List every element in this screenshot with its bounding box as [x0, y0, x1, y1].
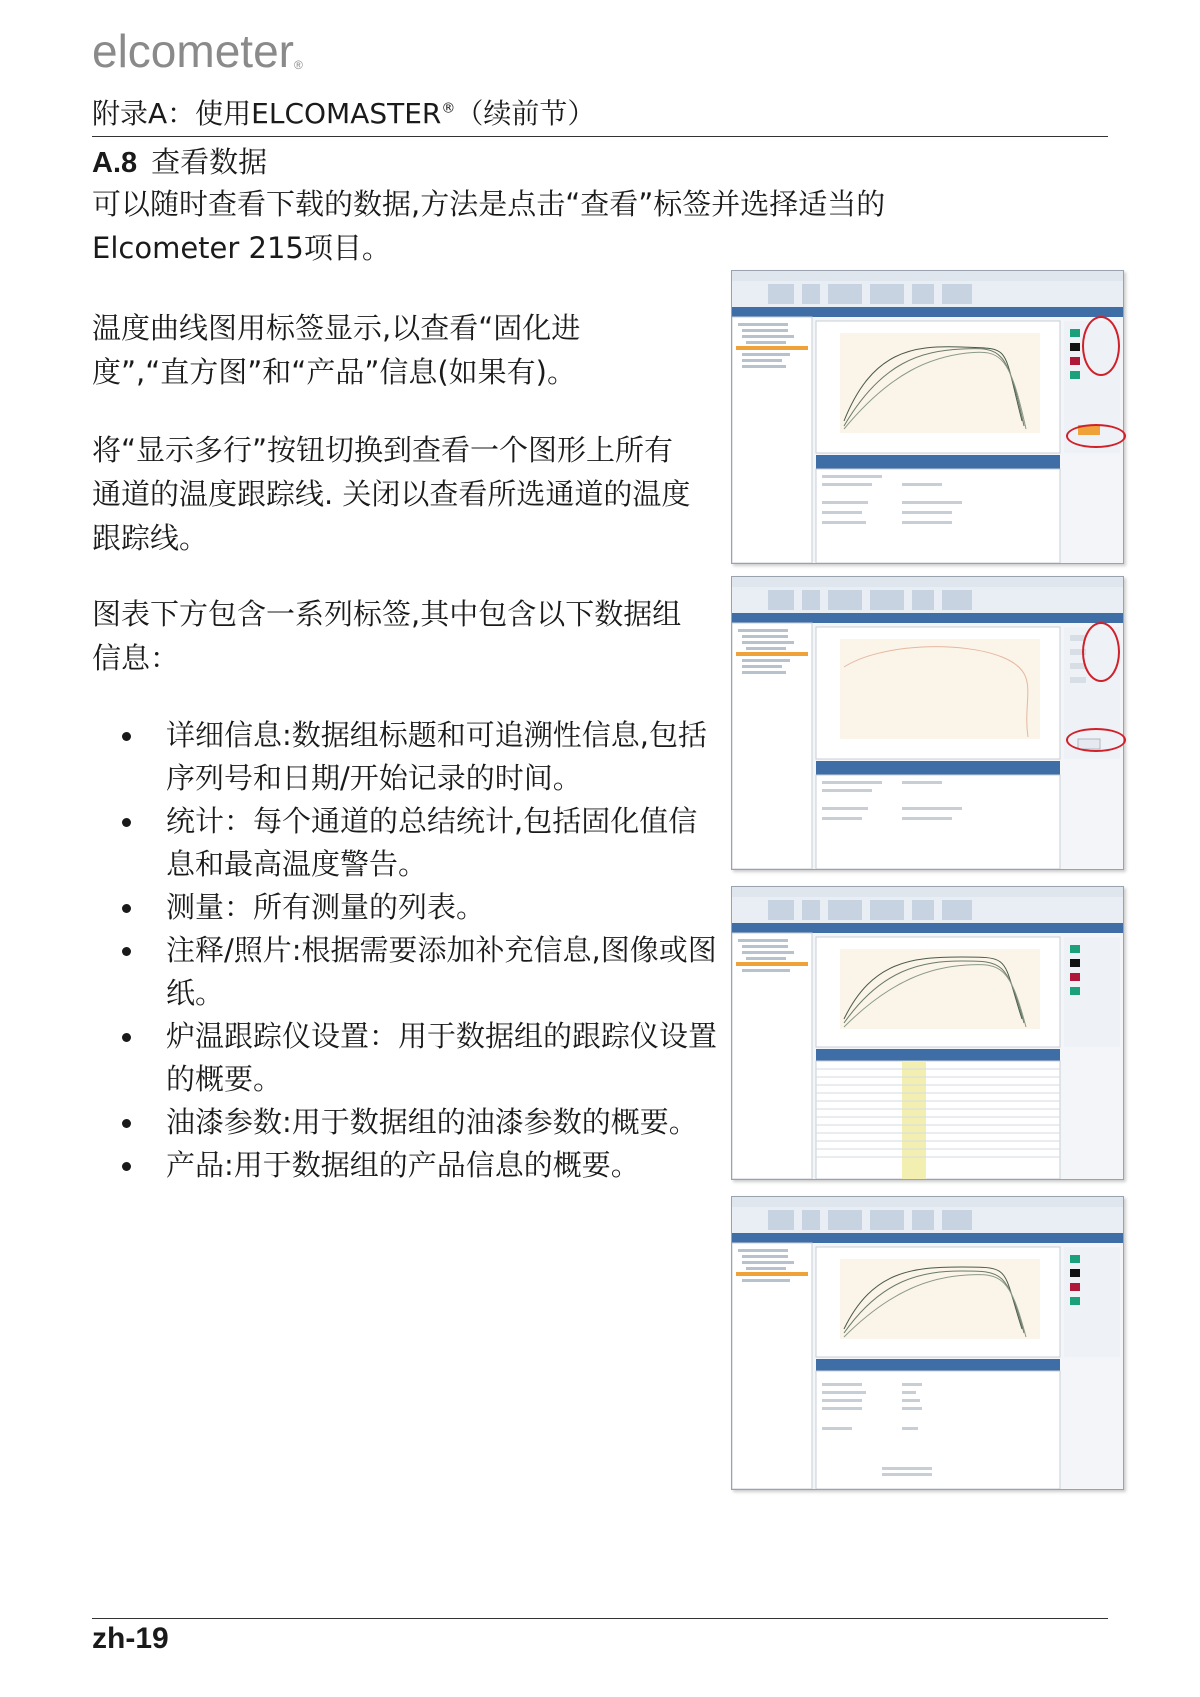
multi-line-legend-callout — [1082, 316, 1120, 376]
section-title: 查看数据 — [151, 145, 268, 179]
data-tabs-list — [118, 714, 718, 1187]
list-item: 详细信息:数据组标题和可追溯性信息,包括序列号和日期/开始记录的时间。 — [118, 714, 718, 800]
tabs-list-intro: 图表下方包含一系列标签,其中包含以下数据组信息： — [92, 597, 682, 675]
list-item: 产品:用于数据组的产品信息的概要。 — [118, 1144, 718, 1187]
screenshot-multi-line-off — [731, 576, 1124, 870]
multi-line-button-callout — [1066, 424, 1126, 448]
tabs-paragraph: 温度曲线图用标签显示,以查看“固化进度”,“直方图”和“产品”信息(如果有)。 — [92, 311, 581, 389]
elcometer-logo: elcometer® — [92, 25, 303, 77]
list-item: 统计：每个通道的总结统计,包括固化值信息和最高温度警告。 — [118, 800, 718, 886]
screenshot-multi-line-on — [731, 270, 1124, 564]
screenshot-gauge-setup-tab — [731, 1196, 1124, 1490]
page-header: 附录A：使用ELCOMASTER®（续前节） — [92, 92, 1108, 137]
list-item: 测量：所有测量的列表。 — [118, 886, 718, 929]
multi-line-paragraph: 将“显示多行”按钮切换到查看一个图形上所有通道的温度跟踪线. 关闭以查看所选通道的温度跟踪线。 — [92, 433, 691, 555]
single-line-legend-callout — [1082, 622, 1120, 682]
list-item: 注释/照片:根据需要添加补充信息,图像或图纸。 — [118, 929, 718, 1015]
list-item: 油漆参数:用于数据组的油漆参数的概要。 — [118, 1101, 718, 1144]
screenshot-statistics-tab — [731, 886, 1124, 1180]
page-number: zh-19 — [92, 1622, 169, 1655]
section-number: A.8 — [92, 147, 138, 179]
section-heading — [92, 140, 267, 181]
intro-paragraph: 可以随时查看下载的数据,方法是点击“查看”标签并选择适当的Elcometer 215项目。 — [92, 187, 886, 265]
footer-rule — [92, 1618, 1108, 1619]
single-line-button-callout — [1066, 728, 1126, 752]
list-item: 炉温跟踪仪设置：用于数据组的跟踪仪设置的概要。 — [118, 1015, 718, 1101]
